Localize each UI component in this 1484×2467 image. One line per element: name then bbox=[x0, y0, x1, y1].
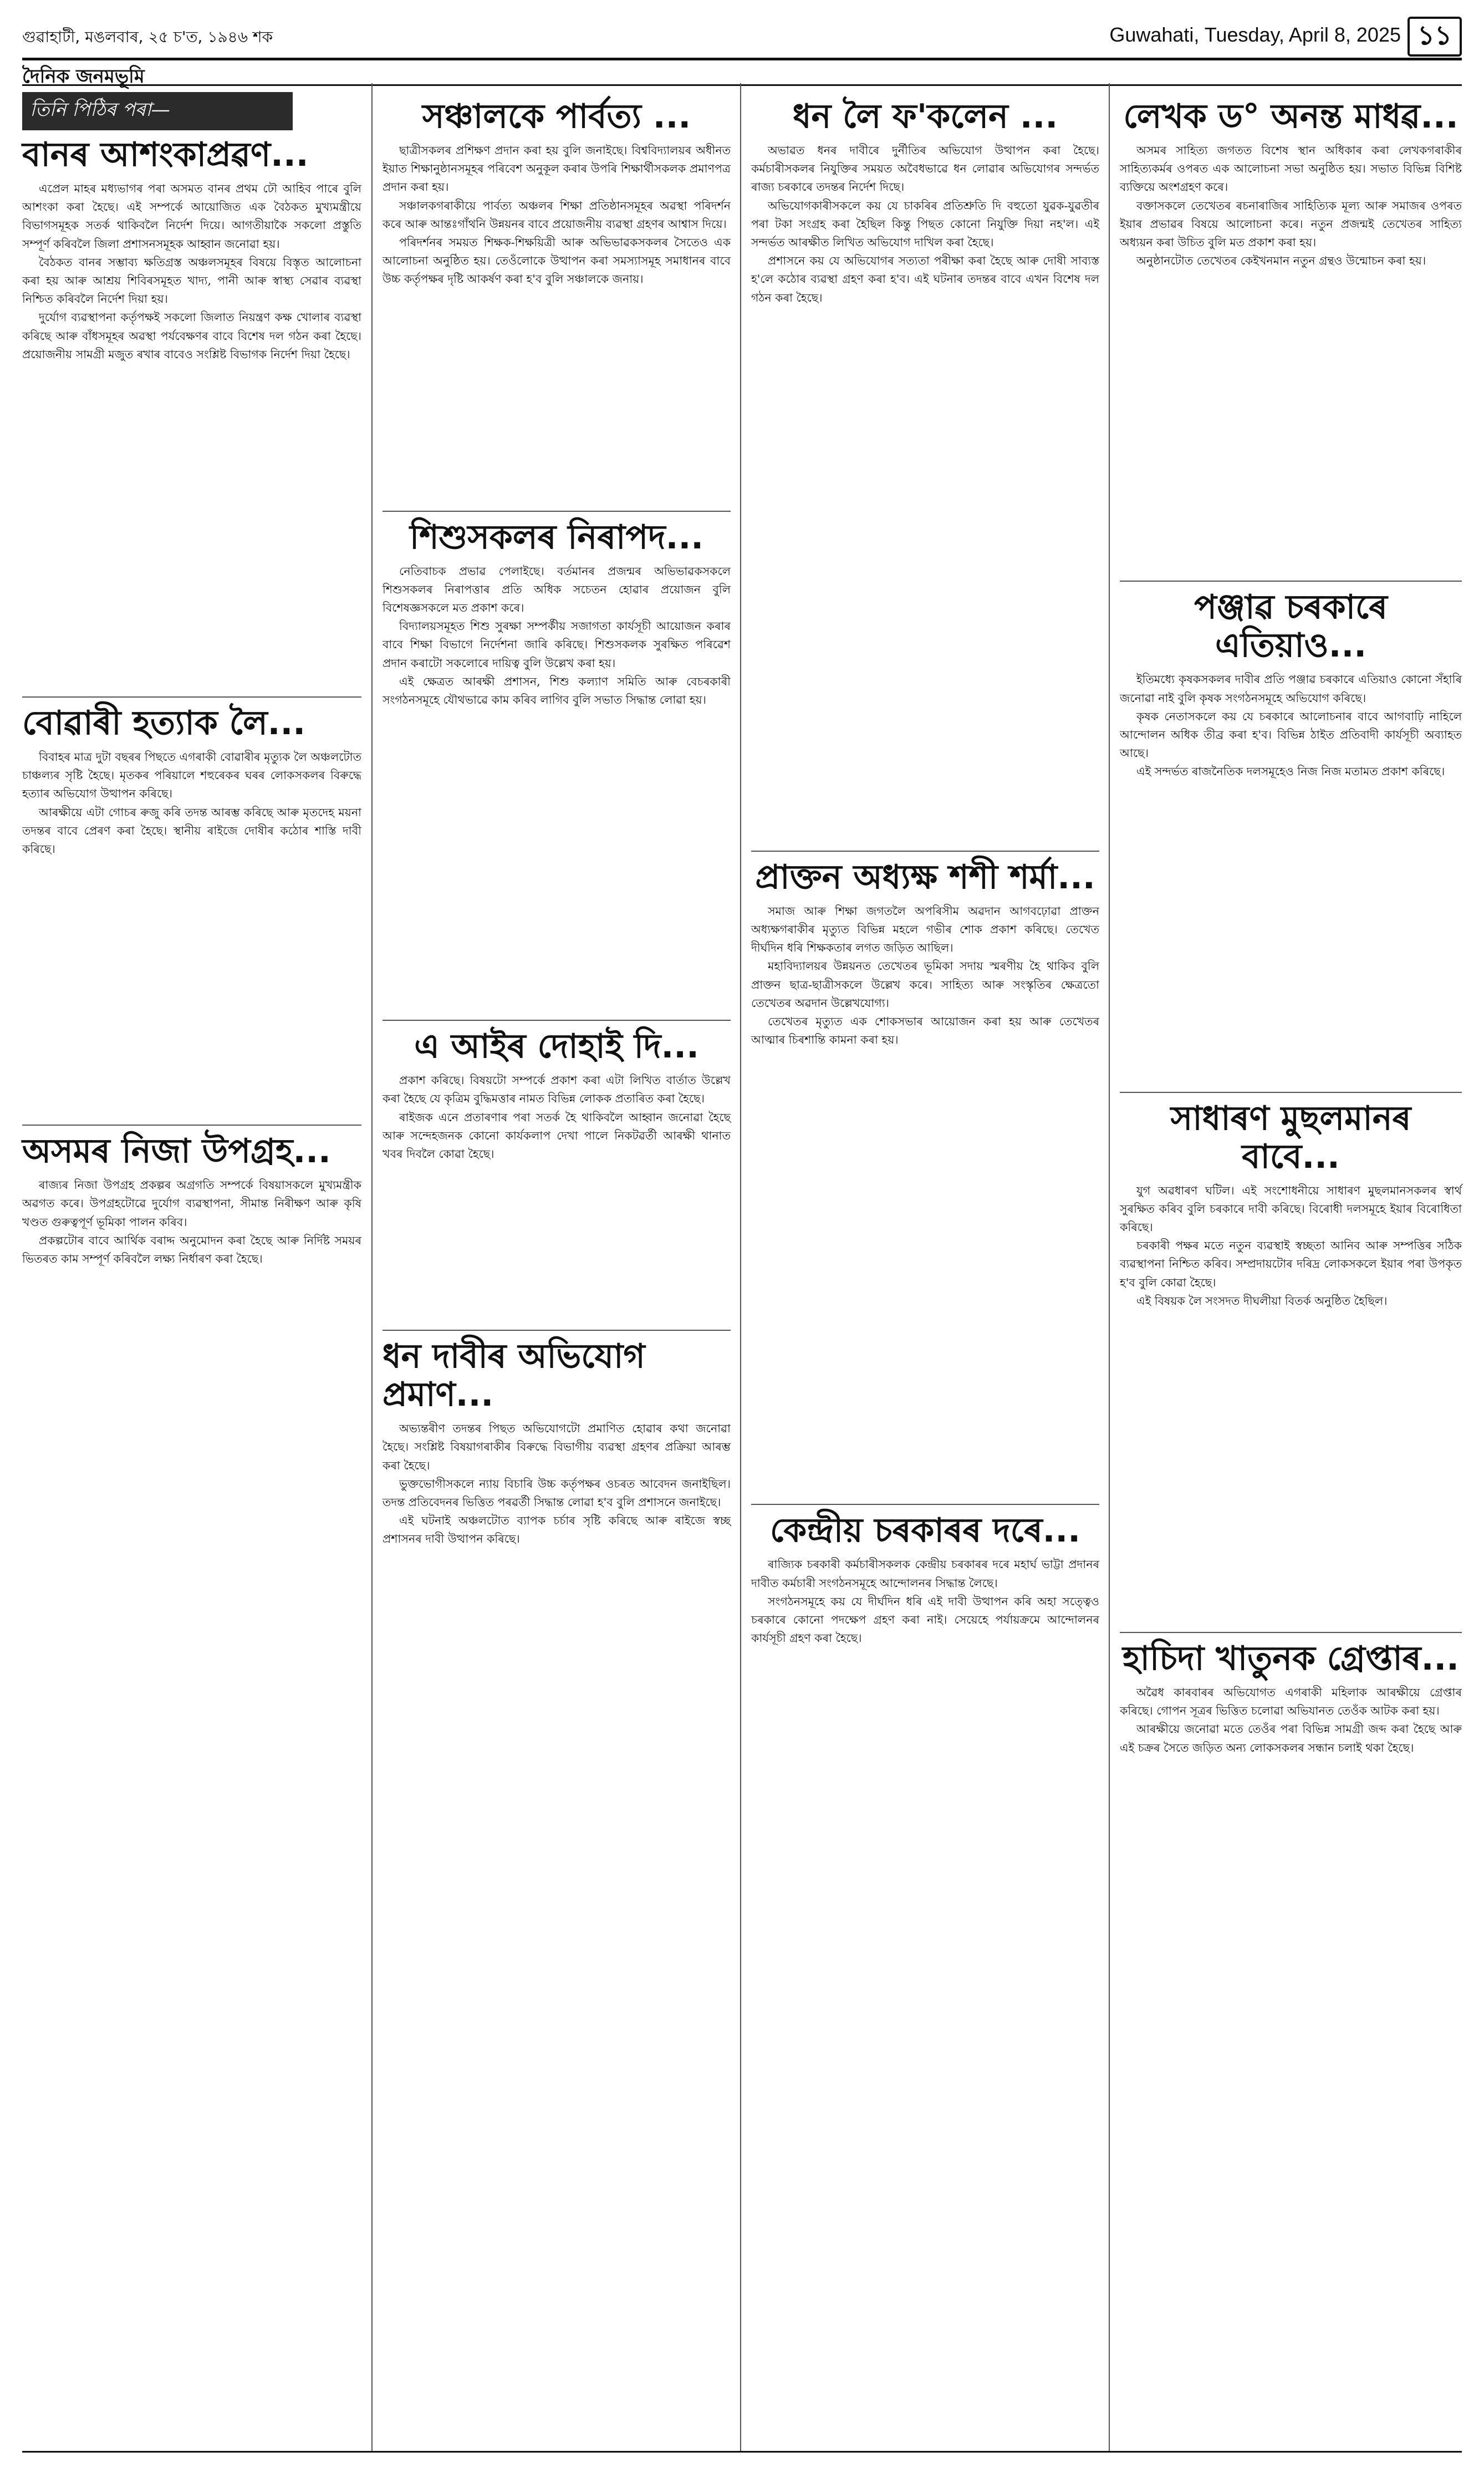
paragraph: সংগঠনসমূহে কয় যে দীৰ্ঘদিন ধৰি এই দাবী উত্থাপন কৰি অহা সত্ত্বেও চৰকাৰে কোনো পদক্ষেপ গ্ৰহণ কৰা নাই। সেয়েহে পৰ্যায়ক্ৰমে আন্দোলনৰ কাৰ্যসূচী গ্ৰহণ কৰা হৈছে। bbox=[751, 1594, 1099, 1645]
column-divider bbox=[740, 83, 741, 2451]
paragraph: যুগ অৱধাৰণ ঘটিল। এই সংশোধনীয়ে সাধাৰণ মুছলমানসকলৰ স্বাৰ্থ সুৰক্ষিত কৰিব বুলি চৰকাৰে দাবী কৰিছে। বিৰোধী দলসমূহে ইয়াৰ বিৰোধিতা কৰিছে। bbox=[1120, 1183, 1462, 1234]
article-body bbox=[22, 748, 361, 858]
article-headline: লেখক ড° অনন্ত মাধৱ... bbox=[1123, 97, 1458, 136]
paragraph: অভাৱত ধনৰ দাবীৰে দুৰ্নীতিৰ অভিযোগ উত্থাপন কৰা হৈছে। কৰ্মচাৰীসকলৰ নিযুক্তিৰ সময়ত অবৈধভাৱে ধন লোৱাৰ অভিযোগৰ সন্দৰ্ভত ৰাজ্য চৰকাৰে তদন্তৰ নিৰ্দেশ দিছে। bbox=[751, 144, 1099, 194]
article-body bbox=[383, 141, 731, 289]
paragraph: আৰক্ষীয়ে জনোৱা মতে তেওঁৰ পৰা বিভিন্ন সামগ্ৰী জব্দ কৰা হৈছে আৰু এই চক্ৰৰ সৈতে জড়িত অন্য লোকসকলৰ সন্ধান চলাই থকা হৈছে। bbox=[1120, 1722, 1462, 1754]
paragraph: সমাজ আৰু শিক্ষা জগতলৈ অপৰিসীম অৱদান আগবঢ়োৱা প্ৰাক্তন অধ্যক্ষগৰাকীৰ মৃত্যুত বিভিন্ন মহলে গভীৰ শোক প্ৰকাশ কৰিছে। তেখেত দীৰ্ঘদিন ধৰি শিক্ষকতাৰ লগত জড়িত আছিল। bbox=[751, 904, 1099, 955]
paragraph: ভুক্তভোগীসকলে ন্যায় বিচাৰি উচ্চ কৰ্তৃপক্ষৰ ওচৰত আবেদন জনাইছিল। তদন্ত প্ৰতিবেদনৰ ভিত্তিত পৰৱৰ্তী সিদ্ধান্ত লোৱা হ'ব বুলি প্ৰশাসনে জনাইছে। bbox=[383, 1477, 731, 1509]
paragraph: প্ৰকল্পটোৰ বাবে আৰ্থিক বৰাদ্দ অনুমোদন কৰা হৈছে আৰু নিৰ্দিষ্ট সময়ৰ ভিতৰত কাম সম্পূৰ্ণ কৰিবলৈ লক্ষ্য নিৰ্ধাৰণ কৰা হৈছে। bbox=[22, 1233, 361, 1266]
divider bbox=[1120, 581, 1462, 582]
divider bbox=[383, 1020, 731, 1021]
article-headline: ধন দাবীৰ অভিযোগ প্ৰমাণ... bbox=[383, 1337, 645, 1415]
article-body bbox=[751, 141, 1099, 307]
divider bbox=[22, 1125, 361, 1126]
article-body bbox=[383, 1420, 731, 1548]
article-body bbox=[22, 1176, 361, 1268]
column-divider bbox=[371, 83, 373, 2451]
paragraph: এই ঘটনাই অঞ্চলটোত ব্যাপক চৰ্চাৰ সৃষ্টি কৰিছে আৰু ৰাইজে স্বচ্ছ প্ৰশাসনৰ দাবী উত্থাপন কৰিছে। bbox=[383, 1514, 731, 1546]
date-line-english: Guwahati, Tuesday, April 8, 2025 bbox=[1109, 23, 1401, 46]
masthead-rule bbox=[22, 84, 1462, 86]
paragraph: এই বিষয়ক লৈ সংসদত দীঘলীয়া বিতৰ্ক অনুষ্ঠিত হৈছিল। bbox=[1136, 1294, 1388, 1308]
article-ai bbox=[383, 1028, 731, 1163]
column-1 bbox=[22, 92, 361, 1268]
article-body bbox=[751, 1555, 1099, 1647]
article-body bbox=[383, 562, 731, 710]
paragraph: অনুষ্ঠানটোত তেখেতৰ কেইখনমান নতুন গ্ৰন্থও উন্মোচন কৰা হয়। bbox=[1136, 254, 1426, 268]
date-line-assamese: গুৱাহাটী, মঙলবাৰ, ২৫ চ'ত, ১৯৪৬ শক bbox=[22, 28, 273, 46]
article-body bbox=[383, 1071, 731, 1163]
paragraph: ৰাইজক এনে প্ৰতাৰণাৰ পৰা সতৰ্ক হৈ থাকিবলৈ আহ্বান জনোৱা হৈছে আৰু সন্দেহজনক কোনো কাৰ্যকলাপ দেখা পালে নিকটৱৰ্তী আৰক্ষী থানাত খবৰ দিবলৈ কোৱা হৈছে। bbox=[383, 1110, 731, 1161]
article-central-govt bbox=[751, 1512, 1099, 1647]
article-body bbox=[751, 902, 1099, 1050]
page-number: ১১ bbox=[1407, 17, 1462, 57]
article-headline: পঞ্জাৱ চৰকাৰে এতিয়াও... bbox=[1194, 588, 1388, 665]
paragraph: প্ৰশাসনে কয় যে অভিযোগৰ সত্যতা পৰীক্ষা কৰা হৈছে আৰু দোষী সাব্যস্ত হ'লে কঠোৰ ব্যৱস্থা গ্ৰহণ কৰা হ'ব। এই ঘটনাৰ তদন্তৰ বাবে এখন বিশেষ দল গঠন কৰা হৈছে। bbox=[751, 254, 1099, 304]
paragraph: মহাবিদ্যালয়ৰ উন্নয়নত তেখেতৰ ভূমিকা সদায় স্মৰণীয় হৈ থাকিব বুলি প্ৰাক্তন ছাত্ৰ-ছাত্ৰীসকলে উল্লেখ কৰে। সাহিত্য আৰু সংস্কৃতিৰ ক্ষেত্ৰতো তেখেতৰ অৱদান উল্লেখযোগ্য। bbox=[751, 959, 1099, 1010]
paragraph: অৱৈধ কাৰবাৰৰ অভিযোগত এগৰাকী মহিলাক আৰক্ষীয়ে গ্ৰেপ্তাৰ কৰিছে। গোপন সূত্ৰৰ ভিত্তিত চলোৱা অভিযানত তেওঁক আটক কৰা হয়। bbox=[1120, 1686, 1462, 1718]
divider bbox=[1120, 1092, 1462, 1093]
paragraph: ৰাজ্যৰ নিজা উপগ্ৰহ প্ৰকল্পৰ অগ্ৰগতি সম্পৰ্কে বিষয়াসকলে মুখ্যমন্ত্ৰীক অৱগত কৰে। উপগ্ৰহটোৱে দুৰ্যোগ ব্যৱস্থাপনা, সীমান্ত নিৰীক্ষণ আৰু কৃষি খণ্ডত গুৰুত্বপূৰ্ণ ভূমিকা পালন কৰিব। bbox=[22, 1178, 361, 1229]
article-satellite bbox=[22, 1132, 361, 1268]
article-money-demand bbox=[383, 1337, 731, 1548]
paragraph: আৰক্ষীয়ে এটা গোচৰ ৰুজু কৰি তদন্ত আৰম্ভ কৰিছে আৰু মৃতদেহ ময়না তদন্তৰ বাবে প্ৰেৰণ কৰা হৈছে। স্থানীয় ৰাইজে দোষীৰ কঠোৰ শাস্তি দাবী কৰিছে। bbox=[22, 805, 361, 856]
paragraph: নেতিবাচক প্ৰভাৱ পেলাইছে। বৰ্তমানৰ প্ৰজন্মৰ অভিভাৱকসকলে শিশুসকলৰ নিৰাপত্তাৰ প্ৰতি অধিক সচেতন হোৱাৰ প্ৰয়োজন বুলি বিশেষজ্ঞসকলে মত প্ৰকাশ কৰে। bbox=[383, 564, 731, 615]
article-body bbox=[1120, 1683, 1462, 1757]
header-rule bbox=[22, 58, 1462, 60]
paragraph: অসমৰ সাহিত্য জগতত বিশেষ স্থান অধিকাৰ কৰা লেখকগৰাকীৰ সাহিত্যকৰ্মৰ ওপৰত এক আলোচনা সভা অনুষ্ঠিত হয়। সভাত বিভিন্ন বিশিষ্ট ব্যক্তিয়ে অংশগ্ৰহণ কৰে। bbox=[1120, 144, 1462, 194]
paragraph: বিদ্যালয়সমূহত শিশু সুৰক্ষা সম্পৰ্কীয় সজাগতা কাৰ্যসূচী আয়োজন কৰাৰ বাবে শিক্ষা বিভাগে নিৰ্দেশনা জাৰি কৰিছে। শিশুসকলক সুৰক্ষিত পৰিৱেশ প্ৰদান কৰাটো সকলোৰে দায়িত্ব বুলি উল্লেখ কৰা হয়। bbox=[383, 619, 731, 670]
paragraph: অভিযোগকাৰীসকলে কয় যে চাকৰিৰ প্ৰতিশ্ৰুতি দি বহুতো যুৱক-যুৱতীৰ পৰা টকা সংগ্ৰহ কৰা হৈছিল কিন্তু পিছত কোনো নিযুক্তি দিয়া নহ'ল। এই সন্দৰ্ভত আৰক্ষীত লিখিত অভিযোগ দাখিল কৰা হৈছে। bbox=[751, 199, 1099, 250]
article-body bbox=[1120, 1182, 1462, 1310]
paragraph: তেখেতৰ মৃত্যুত এক শোকসভাৰ আয়োজন কৰা হয় আৰু তেখেতৰ আত্মাৰ চিৰশান্তি কামনা কৰা হয়। bbox=[751, 1015, 1099, 1047]
divider bbox=[1120, 1632, 1462, 1633]
article-body bbox=[22, 180, 361, 364]
paragraph: ছাত্ৰীসকলৰ প্ৰশিক্ষণ প্ৰদান কৰা হয় বুলি জনাইছে। বিশ্ববিদ্যালয়ৰ অধীনত ইয়াত শিক্ষানুষ্ঠানসমূহৰ পৰিবেশ অনুকূল কৰাৰ উপৰি শিক্ষাৰ্থীসকলক প্ৰমাণপত্ৰ প্ৰদান কৰা হয়। bbox=[383, 144, 731, 194]
article-headline: সঞ্চালকে পাৰ্বত্য ... bbox=[422, 97, 691, 136]
paragraph: পৰিদৰ্শনৰ সময়ত শিক্ষক-শিক্ষয়িত্ৰী আৰু অভিভাৱকসকলৰ সৈতেও এক আলোচনা অনুষ্ঠিত হয়। তেওঁলোকে উত্থাপন কৰা সমস্যাসমূহ সমাধানৰ বাবে উচ্চ কৰ্তৃপক্ষৰ দৃষ্টি আকৰ্ষণ কৰা হ'ব বুলি সঞ্চালকে জনায়। bbox=[383, 236, 731, 286]
divider bbox=[751, 851, 1099, 852]
column-divider bbox=[1109, 83, 1110, 2451]
article-headline: ধন লৈ ফ'কলেন ... bbox=[792, 97, 1058, 136]
column-3 bbox=[751, 92, 1099, 1647]
page-header bbox=[22, 17, 1462, 55]
article-headline: সাধাৰণ মুছলমানৰ বাবে... bbox=[1170, 1098, 1411, 1176]
article-headline: হাচিদা খাতুনক গ্ৰেপ্তাৰ... bbox=[1123, 1639, 1459, 1678]
paragraph: চৰকাৰী পক্ষৰ মতে নতুন ব্যৱস্থাই স্বচ্ছতা আনিব আৰু সম্পত্তিৰ সঠিক ব্যৱস্থাপনা নিশ্চিত কৰিব। সম্প্ৰদায়টোৰ দৰিদ্ৰ লোকসকলে ইয়াৰ পৰা উপকৃত হ'ব বুলি কোৱা হৈছে। bbox=[1120, 1239, 1462, 1289]
paragraph: এই সন্দৰ্ভত ৰাজনৈতিক দলসমূহেও নিজ নিজ মতামত প্ৰকাশ কৰিছে। bbox=[1136, 765, 1445, 779]
article-writer bbox=[1120, 98, 1462, 270]
article-headline: শিশুসকলৰ নিৰাপদ... bbox=[409, 517, 704, 557]
article-headline: বানৰ আশংকাপ্ৰৱণ... bbox=[22, 135, 309, 174]
article-bride-murder bbox=[22, 704, 361, 858]
article-headline: অসমৰ নিজা উপগ্ৰহ... bbox=[22, 1132, 331, 1171]
article-headline: কেন্দ্ৰীয় চৰকাৰৰ দৰে... bbox=[769, 1511, 1081, 1550]
paragraph: সঞ্চালকগৰাকীয়ে পাৰ্বত্য অঞ্চলৰ শিক্ষা প্ৰতিষ্ঠানসমূহৰ অৱস্থা পৰিদৰ্শন কৰে আৰু আন্তঃগাঁথনি উন্নয়নৰ বাবে প্ৰয়োজনীয় ব্যৱস্থা গ্ৰহণৰ আশ্বাস দিয়ে। bbox=[383, 199, 731, 231]
column-2 bbox=[383, 92, 731, 1549]
paragraph: দুৰ্যোগ ব্যৱস্থাপনা কৰ্তৃপক্ষই সকলো জিলাত নিয়ন্ত্ৰণ কক্ষ খোলাৰ ব্যৱস্থা কৰিছে আৰু বাঁধসমূহৰ অৱস্থা পৰ্যবেক্ষণৰ বাবে বিশেষ দল গঠন কৰা হৈছে। প্ৰয়োজনীয় সামগ্ৰী মজুত ৰখাৰ বাবেও সংশ্লিষ্ট বিভাগক নিৰ্দেশ দিয়া হৈছে। bbox=[22, 311, 361, 361]
article-headline: এ আইৰ দোহাই দি... bbox=[414, 1027, 699, 1066]
paragraph: বক্তাসকলে তেখেতৰ ৰচনাৰাজিৰ সাহিত্যিক মূল্য আৰু সমাজৰ ওপৰত ইয়াৰ প্ৰভাৱৰ বিষয়ে আলোচনা কৰে। নতুন প্ৰজন্মই তেখেতৰ সাহিত্য অধ্যয়ন কৰা উচিত বুলি মত প্ৰকাশ কৰা হয়। bbox=[1120, 199, 1462, 250]
paragraph: বৈঠকত বানৰ সম্ভাব্য ক্ষতিগ্ৰস্ত অঞ্চলসমূহৰ বিষয়ে বিস্তৃত আলোচনা কৰা হয় আৰু আশ্ৰয় শিবিৰসমূহত খাদ্য, পানী আৰু স্বাস্থ্য সেৱাৰ ব্যৱস্থা নিশ্চিত কৰিবলৈ নিৰ্দেশ দিয়া হয়। bbox=[22, 255, 361, 306]
paragraph: ইতিমধ্যে কৃষকসকলৰ দাবীৰ প্ৰতি পঞ্জাৱ চৰকাৰে এতিয়াও কোনো সঁহাৰি জনোৱা নাই বুলি কৃষক সংগঠনসমূহে অভিযোগ কৰিছে। bbox=[1120, 673, 1462, 705]
divider bbox=[383, 1330, 731, 1331]
paragraph: অভ্যন্তৰীণ তদন্তৰ পিছত অভিযোগটো প্ৰমাণিত হোৱাৰ কথা জনোৱা হৈছে। সংশ্লিষ্ট বিষয়াগৰাকীৰ বিৰুদ্ধে বিভাগীয় ব্যৱস্থা গ্ৰহণৰ প্ৰক্ৰিয়া আৰম্ভ কৰা হৈছে। bbox=[383, 1422, 731, 1472]
paragraph: বিবাহৰ মাত্ৰ দুটা বছৰৰ পিছতে এগৰাকী বোৱাৰীৰ মৃত্যুক লৈ অঞ্চলটোত চাঞ্চল্যৰ সৃষ্টি হৈছে। মৃতকৰ পৰিয়ালে শহুৰেকৰ ঘৰৰ লোকসকলৰ বিৰুদ্ধে হত্যাৰ অভিযোগ উত্থাপন কৰিছে। bbox=[22, 750, 361, 801]
article-principal bbox=[751, 858, 1099, 1050]
article-muslims bbox=[1120, 1100, 1462, 1310]
column-4 bbox=[1120, 92, 1462, 1757]
article-arrest bbox=[1120, 1640, 1462, 1757]
section-label: তিনি পিঠিৰ পৰা— bbox=[22, 92, 293, 130]
article-flood bbox=[22, 136, 361, 364]
article-body bbox=[1120, 141, 1462, 270]
divider bbox=[22, 696, 361, 698]
article-child-safety bbox=[383, 518, 731, 710]
article-body bbox=[1120, 670, 1462, 781]
footer-rule bbox=[22, 2451, 1462, 2453]
article-headline: বোৱাৰী হত্যাক লৈ... bbox=[22, 704, 306, 743]
paragraph: এপ্ৰেল মাহৰ মধ্যভাগৰ পৰা অসমত বানৰ প্ৰথম ঢৌ আহিব পাৰে বুলি আশংকা কৰা হৈছে। এই সম্পৰ্কে আয়োজিত এক বৈঠকত মুখ্যমন্ত্ৰীয়ে বিভাগসমূহক সতৰ্ক থাকিবলৈ নিৰ্দেশ দিয়ে। আগতীয়াকৈ সকলো প্ৰস্তুতি সম্পূৰ্ণ কৰিবলৈ জিলা প্ৰশাসনসমূহক আহ্বান জনোৱা হয়। bbox=[22, 182, 361, 251]
paragraph: প্ৰকাশ কৰিছে। বিষয়টো সম্পৰ্কে প্ৰকাশ কৰা এটা লিখিত বাৰ্তাত উল্লেখ কৰা হৈছে যে কৃত্ৰিম বুদ্ধিমত্তাৰ নামত বিভিন্ন লোকক প্ৰতাৰিত কৰা হৈছে। bbox=[383, 1074, 731, 1106]
paragraph: এই ক্ষেত্ৰত আৰক্ষী প্ৰশাসন, শিশু কল্যাণ সমিতি আৰু বেচৰকাৰী সংগঠনসমূহে যৌথভাৱে কাম কৰিব লাগিব বুলি সভাত সিদ্ধান্ত লোৱা হয়। bbox=[383, 674, 731, 707]
article-director bbox=[383, 98, 731, 289]
article-punjab bbox=[1120, 588, 1462, 781]
divider bbox=[751, 1504, 1099, 1505]
article-headline: প্ৰাক্তন অধ্যক্ষ শশী শৰ্মা... bbox=[755, 857, 1095, 897]
article-money-taken bbox=[751, 98, 1099, 307]
masthead: দৈনিক জনমভূমি bbox=[22, 65, 145, 88]
divider bbox=[383, 511, 731, 512]
paragraph: ৰাজ্যিক চৰকাৰী কৰ্মচাৰীসকলক কেন্দ্ৰীয় চৰকাৰৰ দৰে মহাৰ্ঘ ভাট্টা প্ৰদানৰ দাবীত কৰ্মচাৰী সংগঠনসমূহে আন্দোলনৰ সিদ্ধান্ত লৈছে। bbox=[751, 1558, 1099, 1590]
paragraph: কৃষক নেতাসকলে কয় যে চৰকাৰে আলোচনাৰ বাবে আগবাঢ়ি নাহিলে আন্দোলন অধিক তীব্ৰ কৰা হ'ব। বিভিন্ন ঠাইত প্ৰতিবাদী কাৰ্যসূচী অব্যাহত আছে। bbox=[1120, 709, 1462, 760]
